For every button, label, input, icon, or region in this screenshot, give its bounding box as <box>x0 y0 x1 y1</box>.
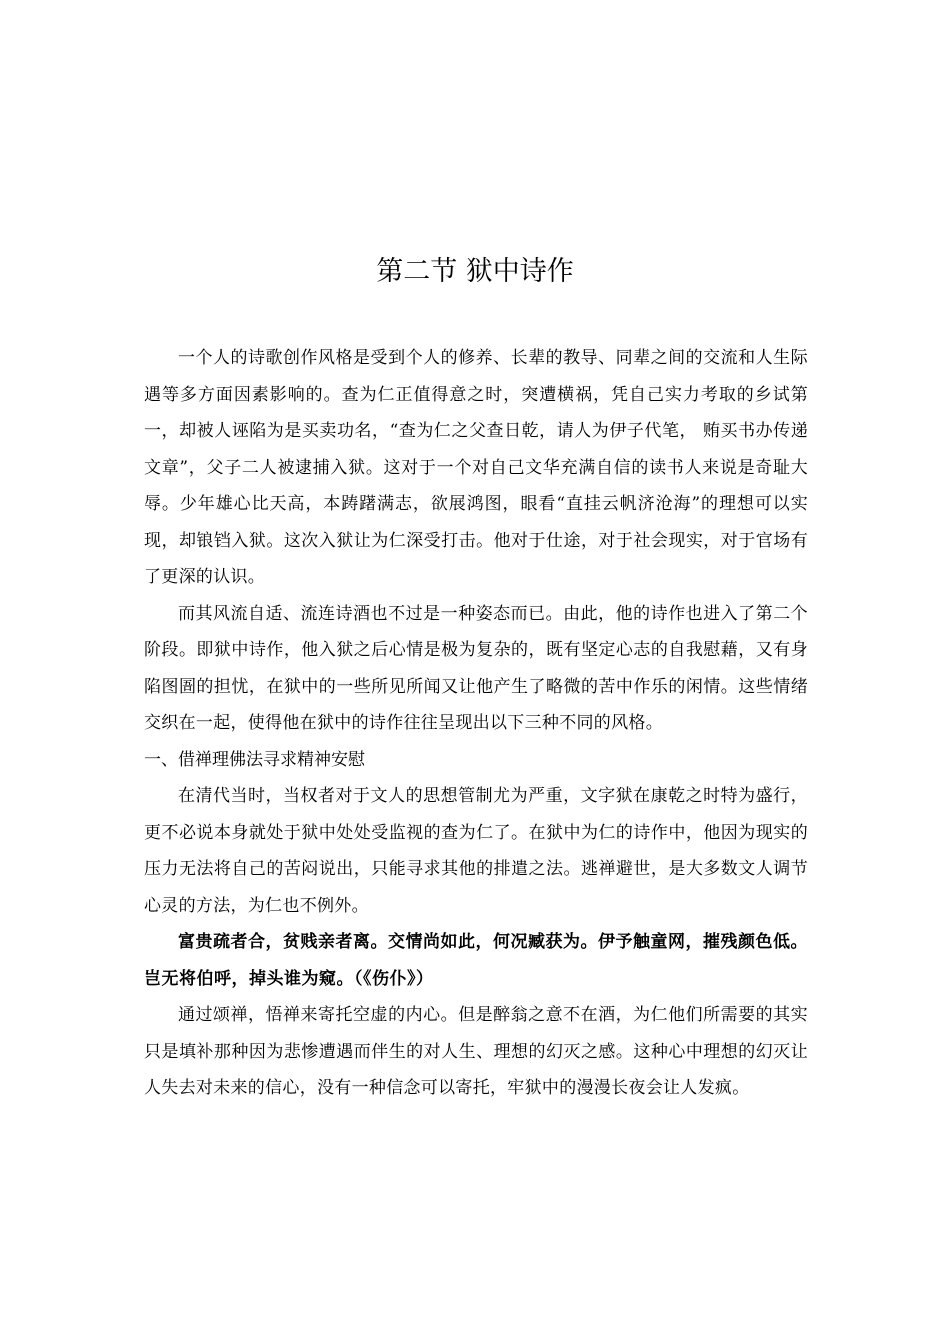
paragraph: 通过颂禅，悟禅来寄托空虚的内心。但是醉翁之意不在酒，为仁他们所需要的其实只是填补那种因为悲惨遭遇而伴生的对人生、理想的幻灭之感。这种心中理想的幻灭让人失去对未来的信心，没有一种信念可以寄托，牢狱中的漫漫长夜会让人发疯。 <box>144 1005 808 1098</box>
section-title: 第二节 狱中诗作 <box>376 256 574 287</box>
paragraph: 在清代当时，当权者对于文人的思想管制尤为严重，文字狱在康乾之时特为盛行，更不必说本身就处于狱中处处受监视的查为仁了。在狱中为仁的诗作中，他因为现实的压力无法将自己的苦闷说出，只能寻求其他的排遣之法。逃禅避世，是大多数文人调节心灵的方法，为仁也不例外。 <box>144 786 808 916</box>
paragraph: 而其风流自适、流连诗酒也不过是一种姿态而已。由此，他的诗作也进入了第二个阶段。即狱中诗作，他入狱之后心情是极为复杂的，既有坚定心志的自我慰藉，又有身陷图圄的担忧，在狱中的一些所见所闻又让他产生了略微的苦中作乐的闲情。这些情绪交织在一起，使得他在狱中的诗作往往呈现出以下三种不同的风格。 <box>144 603 808 733</box>
document-body <box>144 340 808 1107</box>
subsection-heading: 一、借禅理佛法寻求精神安慰 <box>144 749 365 770</box>
paragraph: 一个人的诗歌创作风格是受到个人的修养、长辈的教导、同辈之间的交流和人生际遇等多方面因素影响的。查为仁正值得意之时，突遭横祸，凭自己实力考取的乡试第一，却被人诬陷为是买卖功名，“查为仁之父查日乾，请人为伊子代笔， 贿买书办传递文章”，父子二人被逮捕入狱。这对于一个对自己文华充满自信的读书人来说是奇耻大辱。少年雄心比天高，本踌躇满志，欲展鸿图，眼看“直挂云帆济沧海”的理想可以实现，却锒铛入狱。这次入狱让为仁深受打击。他对于仕途，对于社会现实，对于官场有了更深的认识。 <box>144 348 808 587</box>
poem-quote: 富贵疏者合，贫贱亲者离。交情尚如此，何况臧获为。伊予触童网，摧残颜色低。岂无将伯呼，掉头谁为窥。（《伤仆》） <box>144 932 808 989</box>
